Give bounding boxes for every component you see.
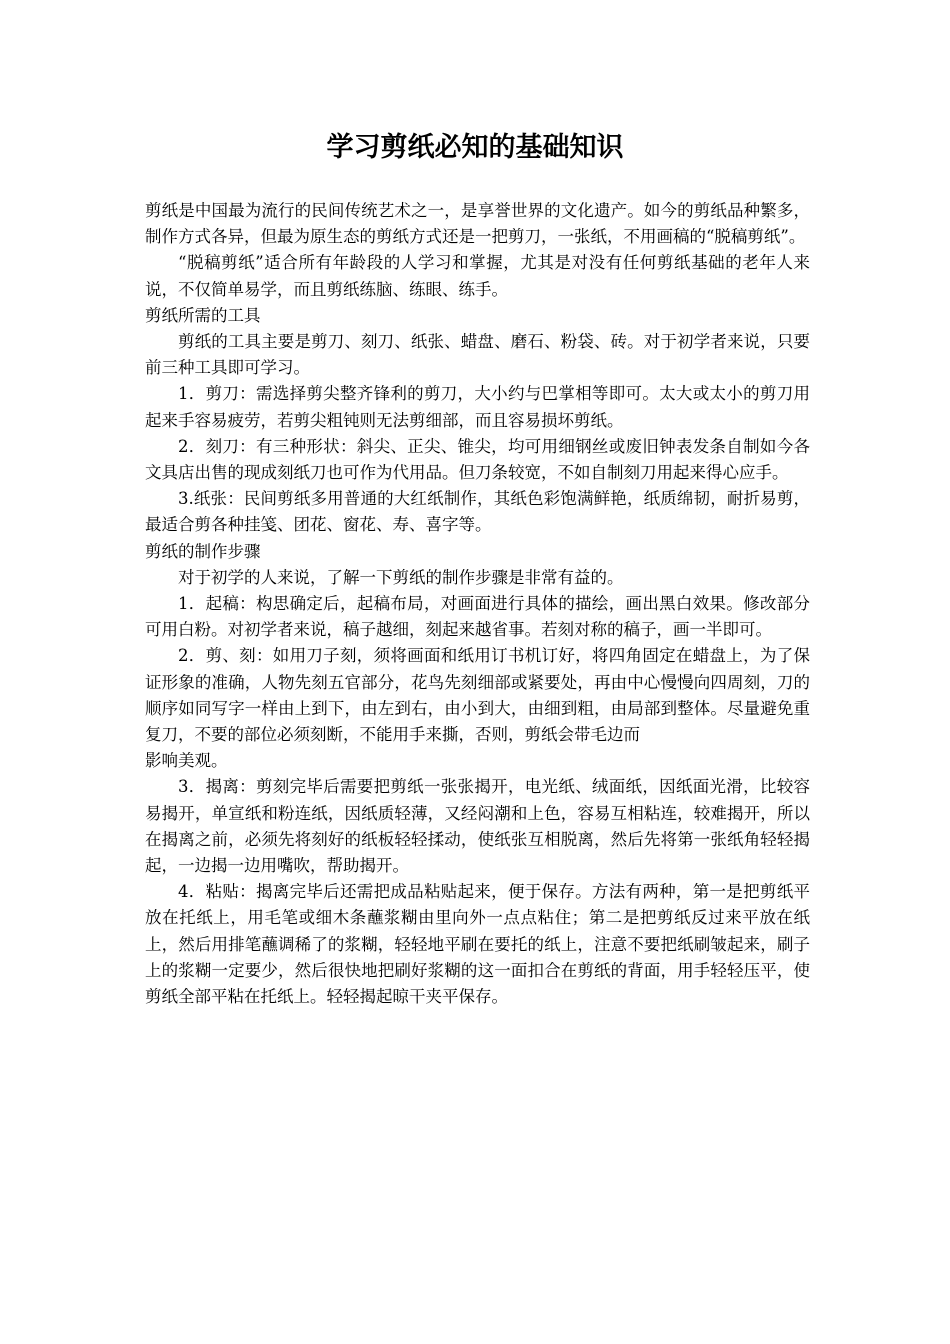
paragraph-steps-intro: 对于初学的人来说，了解一下剪纸的制作步骤是非常有益的。 — [178, 567, 624, 587]
document-title: 学习剪纸必知的基础知识 — [326, 132, 624, 163]
paragraph-step-cut: 2．剪、刻：如用刀子刻，须将画面和纸用订书机订好，将四角固定在蜡盘上，为了保证形象的准确，人物先刻五官部分，花鸟先刻细部或紧要处，再由中心慢慢向四周刻，刀的顺序如同写字一样由上到下，由左到右，由小到大，由细到粗，由局部到整体。尽量避免重复刀，不要的部位必须刻断，不能用手来撕，否则，剪纸会带毛边而 — [145, 646, 810, 745]
paragraph-tool-scissors: 1．剪刀：需选择剪尖整齐锋利的剪刀，大小约与巴掌相等即可。太大或太小的剪刀用起来手容易疲劳，若剪尖粗钝则无法剪细部，而且容易损坏剪纸。 — [145, 384, 810, 430]
paragraph-step-separate: 3．揭离：剪刻完毕后需要把剪纸一张张揭开，电光纸、绒面纸，因纸面光滑，比较容易揭开，单宣纸和粉连纸，因纸质轻薄，又经闷潮和上色，容易互相粘连，较难揭开，所以在揭离之前，必须先将刻好的纸板轻轻揉动，使纸张互相脱离，然后先将第一张纸角轻轻揭起，一边揭一边用嘴吹，帮助揭开。 — [145, 777, 810, 876]
paragraph-step-paste: 4．粘贴：揭离完毕后还需把成品粘贴起来，便于保存。方法有两种，第一是把剪纸平放在托纸上，用毛笔或细木条蘸浆糊由里向外一点点粘住；第二是把剪纸反过来平放在纸上，然后用排笔蘸调稀了的浆糊，轻轻地平刷在要托的纸上，注意不要把纸刷皱起来，刷子上的浆糊一定要少，然后很快地把刷好浆糊的这一面扣合在剪纸的背面，用手轻轻压平，使剪纸全部平粘在托纸上。轻轻揭起晾干夹平保存。 — [145, 882, 810, 1007]
paragraph-tools-overview: 剪纸的工具主要是剪刀、刻刀、纸张、蜡盘、磨石、粉袋、砖。对于初学者来说，只要前三种工具即可学习。 — [145, 332, 810, 378]
paragraph-tool-paper: 3.纸张：民间剪纸多用普通的大红纸制作，其纸色彩饱满鲜艳，纸质绵韧，耐折易剪，最适合剪各种挂笺、团花、窗花、寿、喜字等。 — [145, 489, 810, 535]
paragraph-tool-knife: 2．刻刀：有三种形状：斜尖、正尖、锥尖，均可用细钢丝或废旧钟表发条自制如今各文具店出售的现成刻纸刀也可作为代用品。但刀条较宽，不如自制刻刀用起来得心应手。 — [145, 436, 810, 483]
paragraph-step-cut-continued: 影响美观。 — [145, 751, 228, 771]
section-heading-steps: 剪纸的制作步骤 — [145, 541, 261, 561]
paragraph-step-draft: 1．起稿：构思确定后，起稿布局，对画面进行具体的描绘，画出黑白效果。修改部分可用白粉。对初学者来说，稿子越细，刻起来越省事。若刻对称的稿子，画一半即可。 — [145, 594, 810, 640]
paragraph-tuogao: “脱稿剪纸”适合所有年龄段的人学习和掌握，尤其是对没有任何剪纸基础的老年人来说，不仅简单易学，而且剪纸练脑、练眼、练手。 — [145, 253, 810, 299]
section-heading-tools: 剪纸所需的工具 — [145, 305, 261, 325]
paragraph-intro: 剪纸是中国最为流行的民间传统艺术之一，是享誉世界的文化遗产。如今的剪纸品种繁多，制作方式各异，但最为原生态的剪纸方式还是一把剪刀，一张纸，不用画稿的“脱稿剪纸”。 — [145, 201, 810, 247]
document-body — [145, 198, 810, 1010]
